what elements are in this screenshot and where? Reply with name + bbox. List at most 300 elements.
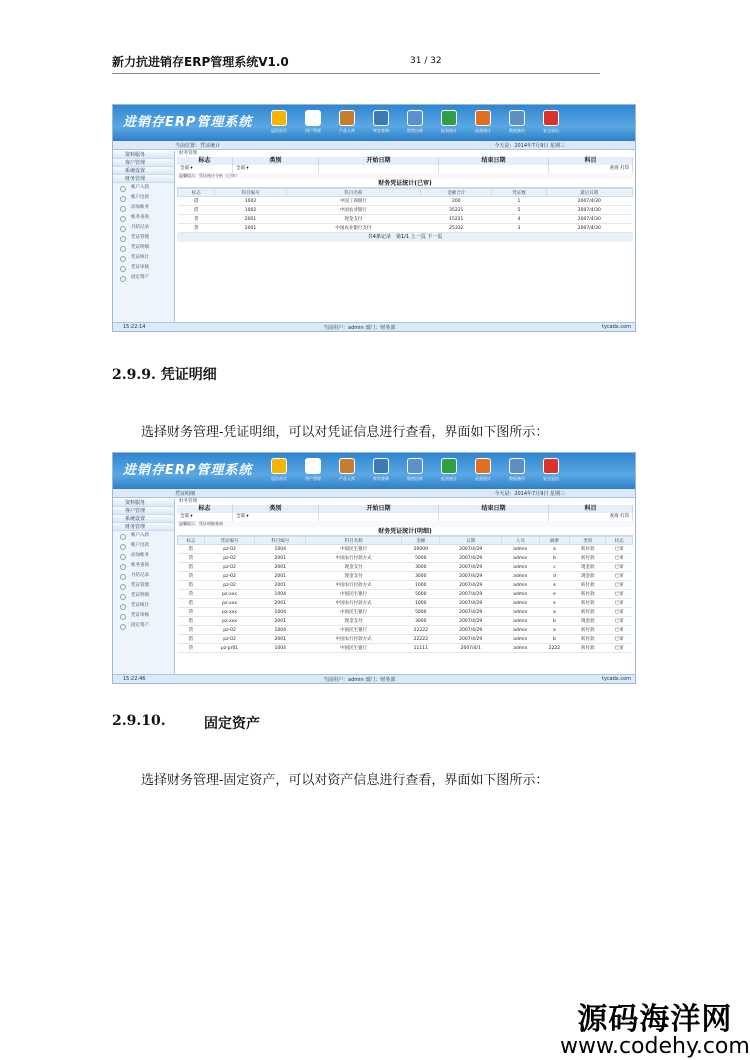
table-cell: pz-02 — [204, 563, 255, 572]
breadcrumb: 凭证明细 — [175, 491, 196, 497]
sidebar-item[interactable]: 添加帐务 — [113, 551, 174, 561]
filter-header-cell: 类别 — [233, 505, 319, 513]
table-cell: pz-xxx — [204, 590, 255, 599]
clock: 15:22:14 — [123, 324, 146, 330]
status-bar — [113, 141, 635, 150]
sidebar-item[interactable]: 固定资产 — [113, 621, 174, 631]
table-cell: 中国农业银行 — [286, 206, 421, 215]
screenshot-voucher-detail — [112, 452, 636, 684]
table-cell: 1004 — [255, 545, 306, 554]
table-cell: 2007/4/30 — [546, 215, 632, 224]
table-cell: 已审 — [606, 545, 633, 554]
column-header: 类别 — [570, 537, 606, 545]
toolbar-button[interactable] — [469, 108, 497, 138]
document-title: 新力抗进销存ERP管理系统V1.0 — [112, 55, 289, 69]
table-cell: 中国民生银行 — [306, 644, 402, 653]
table-cell: admin — [502, 626, 540, 635]
table-cell: 2007/4/29 — [440, 545, 502, 554]
table-cell: 借 — [178, 617, 205, 626]
print-button[interactable]: 打印 — [620, 514, 629, 519]
table-row[interactable] — [178, 197, 633, 206]
table-row[interactable] — [178, 563, 633, 572]
filter-header-cell: 科目 — [549, 505, 633, 513]
section-title: 凭证明细 — [160, 367, 217, 383]
filter-header — [177, 505, 633, 513]
table-cell: 2007/4/29 — [440, 626, 502, 635]
table-cell: 中国民生银行 — [306, 590, 402, 599]
filter-header-cell: 开始日期 — [319, 505, 439, 513]
table-cell: 贷 — [178, 608, 205, 617]
sidebar-item[interactable]: 凭证统计 — [113, 253, 174, 263]
table-cell: 现金款 — [570, 617, 606, 626]
sidebar-item[interactable]: 月结记录 — [113, 571, 174, 581]
sidebar-group[interactable]: 系统设置 — [113, 515, 174, 523]
table-cell: 借 — [178, 197, 215, 206]
table-cell: 现金款 — [570, 563, 606, 572]
table-cell: 2001 — [255, 635, 306, 644]
table-cell: 20000 — [402, 545, 440, 554]
table-cell: 2007/4/29 — [440, 599, 502, 608]
table-cell: 1004 — [255, 590, 306, 599]
sidebar-item[interactable]: 帐务查询 — [113, 561, 174, 571]
query-button[interactable]: 查询 — [609, 166, 619, 171]
table-row[interactable] — [178, 581, 633, 590]
sidebar-group[interactable]: 客户管理 — [113, 159, 174, 167]
pager[interactable]: 共4条记录 第1/1 上一页 下一页 — [177, 233, 633, 242]
table-cell: 2007/4/29 — [440, 608, 502, 617]
filter-header-cell: 结束日期 — [439, 505, 549, 513]
table-cell: 中国农行付款方式 — [306, 581, 402, 590]
table-row[interactable] — [178, 545, 633, 554]
table-cell: 2007/4/29 — [440, 554, 502, 563]
query-buttons[interactable] — [549, 165, 633, 173]
table-cell: 中国民生银行 — [306, 608, 402, 617]
table-cell: b — [539, 554, 570, 563]
category-select[interactable]: 全部 ▾ — [233, 165, 319, 173]
table-cell: 2007/4/29 — [440, 572, 502, 581]
table-cell: 11111 — [402, 644, 440, 653]
tip-text: 温馨提示：凭证统计分析（已审） — [177, 173, 633, 179]
toolbar-label: 安全退出 — [543, 476, 559, 481]
table-cell: a — [539, 626, 570, 635]
sidebar-item[interactable]: 帐务查询 — [113, 213, 174, 223]
table-cell: admin — [502, 572, 540, 581]
table-cell: 1000 — [402, 581, 440, 590]
table-cell: 2001 — [255, 581, 306, 590]
table-cell: b — [539, 617, 570, 626]
toolbar-icon — [441, 110, 457, 126]
table-cell: 已审 — [606, 563, 633, 572]
date-info: 今天是：2014年7月9日 星期三 — [494, 143, 565, 149]
query-buttons[interactable] — [549, 513, 633, 521]
table-cell: 2007/4/30 — [546, 197, 632, 206]
filter-header-cell: 标志 — [177, 505, 233, 513]
sidebar-item[interactable]: 凭证管理 — [113, 581, 174, 591]
table-cell: admin — [502, 635, 540, 644]
site-name: tycadx.com — [601, 324, 631, 330]
grid-title: 财务凭证统计(明细) — [177, 527, 633, 536]
toolbar-label: 用户管理 — [305, 476, 321, 481]
table-cell: 中国农行付款方式 — [306, 599, 402, 608]
table-cell: 转付款 — [570, 626, 606, 635]
filter-header-cell: 结束日期 — [439, 157, 549, 165]
sidebar-item[interactable]: 凭证审核 — [113, 611, 174, 621]
toolbar-button[interactable] — [367, 108, 395, 138]
table-cell: pz-02 — [204, 581, 255, 590]
table-cell: 贷 — [178, 572, 205, 581]
watermark-cn: 源码海洋网 — [577, 1002, 733, 1037]
table-cell: 2001 — [215, 215, 286, 224]
table-cell: 5 — [492, 206, 546, 215]
sidebar-item[interactable]: 帐户入款 — [113, 531, 174, 541]
section-paragraph: 选择财务管理-凭证明细，可以对凭证信息进行查看，界面如下图所示： — [141, 425, 549, 440]
table-cell: 转付款 — [570, 581, 606, 590]
table-cell: 22222 — [402, 626, 440, 635]
toolbar-label: 库存查询 — [373, 476, 389, 481]
table-cell: pz-xxx — [204, 617, 255, 626]
sidebar-group[interactable]: 资料服务 — [113, 151, 174, 159]
table-cell: 中国农业银行支付 — [286, 224, 421, 233]
table-cell: admin — [502, 581, 540, 590]
column-header: 科目名称 — [286, 189, 421, 197]
table-cell: 3 — [492, 224, 546, 233]
toolbar-button[interactable] — [503, 456, 531, 486]
table-cell: 借 — [178, 635, 205, 644]
table-cell: 中国民生银行 — [306, 626, 402, 635]
table-cell: admin — [502, 545, 540, 554]
toolbar-icon — [373, 458, 389, 474]
table-cell: 15221 — [421, 215, 492, 224]
table-cell: a — [539, 608, 570, 617]
table-cell: admin — [502, 554, 540, 563]
sidebar-item[interactable]: 帐户出款 — [113, 193, 174, 203]
main-panel — [177, 151, 633, 322]
toolbar-button[interactable] — [537, 108, 565, 138]
toolbar-label: 退货统计 — [475, 476, 491, 481]
current-user: 当前用户：admin 部门：财务部 — [323, 677, 396, 683]
toolbar-label: 用户管理 — [305, 128, 321, 133]
table-cell: 2001 — [215, 224, 286, 233]
table-cell: 借 — [178, 581, 205, 590]
table-cell: admin — [502, 644, 540, 653]
table-cell: 已审 — [606, 608, 633, 617]
column-header: 科目名称 — [306, 537, 402, 545]
table-row[interactable] — [178, 599, 633, 608]
table-cell: admin — [502, 608, 540, 617]
table-cell: 已审 — [606, 635, 633, 644]
table-row[interactable] — [178, 608, 633, 617]
table-row[interactable] — [178, 206, 633, 215]
table-cell: b — [539, 635, 570, 644]
table-cell: 2007/4/29 — [440, 563, 502, 572]
toolbar-button[interactable] — [299, 456, 327, 486]
toolbar-icon — [475, 458, 491, 474]
sidebar-item[interactable]: 凭证明细 — [113, 591, 174, 601]
table-cell: 2001 — [255, 599, 306, 608]
column-header: 凭证编号 — [204, 537, 255, 545]
section-title: 固定资产 — [204, 716, 260, 732]
toolbar-button[interactable] — [401, 456, 429, 486]
table-cell: admin — [502, 617, 540, 626]
table-cell: 2007/4/30 — [546, 206, 632, 215]
toolbar-button[interactable] — [333, 108, 361, 138]
toolbar-icon — [305, 110, 321, 126]
sidebar — [113, 151, 175, 322]
column-header: 科目编号 — [255, 537, 306, 545]
filter-title: 财务管理 — [179, 151, 197, 156]
table-cell: 已审 — [606, 581, 633, 590]
table-cell: 已审 — [606, 590, 633, 599]
table-cell: 已审 — [606, 599, 633, 608]
sidebar-item[interactable]: 帐户入款 — [113, 183, 174, 193]
sidebar-group[interactable]: 客户管理 — [113, 507, 174, 515]
table-cell: 2001 — [255, 617, 306, 626]
category-select[interactable]: 全部 ▾ — [233, 513, 319, 521]
table-cell: 中国农行付款方式 — [306, 635, 402, 644]
table-cell: 2007/4/29 — [440, 590, 502, 599]
table-cell: a — [539, 545, 570, 554]
section-number: 2.9.10. — [112, 713, 166, 729]
table-cell: pz-02 — [204, 545, 255, 554]
toolbar-button[interactable] — [299, 108, 327, 138]
table-cell: 2001 — [255, 563, 306, 572]
column-header: 摘要 — [539, 537, 570, 545]
table-cell: 转付款 — [570, 644, 606, 653]
sidebar — [113, 499, 175, 674]
table-row[interactable] — [178, 590, 633, 599]
table-cell: 贷 — [178, 224, 215, 233]
table-cell: 1002 — [215, 206, 286, 215]
toolbar-label: 销售出库 — [407, 476, 423, 481]
page-number: 31 / 32 — [410, 56, 442, 66]
filter-inputs — [177, 165, 633, 173]
table-cell: 2001 — [255, 554, 306, 563]
toolbar-label: 返回首页 — [271, 476, 287, 481]
table-cell: pz-02 — [204, 572, 255, 581]
table-cell: d — [539, 572, 570, 581]
table-cell: 现金支付 — [286, 215, 421, 224]
table-cell: 35221 — [421, 206, 492, 215]
table-cell: 1004 — [255, 608, 306, 617]
table-cell: pz-xxx — [204, 599, 255, 608]
table-cell: 1002 — [215, 197, 286, 206]
table-cell: 2007/4/29 — [440, 635, 502, 644]
filter-header — [177, 157, 633, 165]
toolbar-button[interactable] — [265, 108, 293, 138]
start-date-field[interactable] — [319, 513, 439, 521]
table-cell: 3000 — [402, 617, 440, 626]
sidebar-item[interactable]: 凭证审核 — [113, 263, 174, 273]
toolbar-button[interactable] — [537, 456, 565, 486]
end-date-field[interactable] — [439, 513, 549, 521]
voucher-detail-table — [177, 536, 633, 653]
sidebar-item[interactable]: 帐户出款 — [113, 541, 174, 551]
app-footer — [113, 322, 635, 331]
sidebar-item[interactable]: 凭证明细 — [113, 243, 174, 253]
toolbar-label: 数据备份 — [509, 128, 525, 133]
table-cell: 现金款 — [570, 572, 606, 581]
table-cell: 5000 — [402, 608, 440, 617]
toolbar-icon — [271, 458, 287, 474]
table-cell: 已审 — [606, 617, 633, 626]
toolbar-button[interactable] — [333, 456, 361, 486]
table-cell: 贷 — [178, 590, 205, 599]
column-header: 日期 — [440, 537, 502, 545]
table-cell: 现金支付 — [306, 563, 402, 572]
table-cell: 借 — [178, 563, 205, 572]
table-cell: 已审 — [606, 644, 633, 653]
start-date-field[interactable] — [319, 165, 439, 173]
toolbar-button[interactable] — [367, 456, 395, 486]
toolbar-button[interactable] — [435, 456, 463, 486]
toolbar-button[interactable] — [265, 456, 293, 486]
table-cell: 转付款 — [570, 635, 606, 644]
toolbar-icon — [339, 458, 355, 474]
section-heading-voucher-detail — [112, 364, 217, 384]
app-toolbar — [265, 108, 565, 138]
toolbar-button[interactable] — [435, 108, 463, 138]
toolbar-icon — [305, 458, 321, 474]
table-cell: 2007/4/29 — [440, 617, 502, 626]
table-cell: 2007/4/29 — [440, 581, 502, 590]
table-cell: 已审 — [606, 626, 633, 635]
sidebar-item[interactable]: 月结记录 — [113, 223, 174, 233]
sidebar-group[interactable]: 财务管理 — [113, 175, 174, 183]
toolbar-label: 退货统计 — [475, 128, 491, 133]
app-toolbar — [265, 456, 565, 486]
toolbar-icon — [509, 110, 525, 126]
table-row[interactable] — [178, 572, 633, 581]
toolbar-icon — [407, 458, 423, 474]
flag-select[interactable]: 全部 ▾ — [177, 513, 233, 521]
table-cell: 1000 — [402, 599, 440, 608]
toolbar-icon — [373, 110, 389, 126]
app-footer — [113, 674, 635, 683]
column-header: 标志 — [178, 189, 215, 197]
table-cell: 现金支付 — [306, 572, 402, 581]
table-row[interactable] — [178, 617, 633, 626]
sidebar-group[interactable]: 财务管理 — [113, 523, 174, 531]
toolbar-icon — [543, 458, 559, 474]
toolbar-icon — [543, 110, 559, 126]
table-cell: 转付款 — [570, 590, 606, 599]
toolbar-label: 报表统计 — [441, 128, 457, 133]
filter-header-cell: 类别 — [233, 157, 319, 165]
toolbar-icon — [509, 458, 525, 474]
sidebar-group[interactable]: 资料服务 — [113, 499, 174, 507]
table-cell: 3000 — [402, 563, 440, 572]
table-cell: 转付款 — [570, 599, 606, 608]
toolbar-icon — [407, 110, 423, 126]
toolbar-icon — [441, 458, 457, 474]
table-cell: 借 — [178, 599, 205, 608]
table-row[interactable] — [178, 635, 633, 644]
column-header: 最后日期 — [546, 189, 632, 197]
tip-text: 温馨提示：凭证明细查询 — [177, 521, 633, 527]
table-cell: 5000 — [402, 590, 440, 599]
table-cell: pz-02 — [204, 554, 255, 563]
table-cell: 200 — [421, 197, 492, 206]
table-cell: 1 — [492, 197, 546, 206]
table-cell: 借 — [178, 545, 205, 554]
table-row[interactable] — [178, 224, 633, 233]
table-cell: 已审 — [606, 554, 633, 563]
table-cell: admin — [502, 590, 540, 599]
column-header: 状态 — [606, 537, 633, 545]
table-cell: 5000 — [402, 554, 440, 563]
sidebar-item[interactable]: 凭证管理 — [113, 233, 174, 243]
column-header: 金额 — [402, 537, 440, 545]
table-cell: 转付款 — [570, 545, 606, 554]
section-number: 2.9.9. — [112, 367, 156, 383]
table-cell: 1004 — [255, 626, 306, 635]
table-cell: c — [539, 563, 570, 572]
sidebar-item[interactable]: 凭证统计 — [113, 601, 174, 611]
column-header: 金额合计 — [421, 189, 492, 197]
toolbar-label: 销售出库 — [407, 128, 423, 133]
breadcrumb: 当前位置：凭证统计 — [175, 143, 221, 149]
table-cell: 借 — [178, 206, 215, 215]
table-cell: 中国工商银行 — [286, 197, 421, 206]
main-panel — [177, 499, 633, 674]
toolbar-label: 产品入库 — [339, 128, 355, 133]
column-header: 人员 — [502, 537, 540, 545]
watermark-url: www.codehy.com — [560, 1034, 750, 1059]
table-cell: pz-02 — [204, 635, 255, 644]
app-logo: 进销存ERP管理系统 — [123, 115, 253, 130]
column-header: 科目编号 — [215, 189, 286, 197]
table-cell: 贷 — [178, 215, 215, 224]
filter-header-cell: 开始日期 — [319, 157, 439, 165]
table-cell: 3000 — [402, 572, 440, 581]
toolbar-icon — [271, 110, 287, 126]
toolbar-button[interactable] — [503, 108, 531, 138]
sidebar-item[interactable]: 添加帐务 — [113, 203, 174, 213]
table-row[interactable] — [178, 626, 633, 635]
sidebar-group[interactable]: 系统设置 — [113, 167, 174, 175]
sidebar-item[interactable]: 固定资产 — [113, 273, 174, 283]
table-cell: pz-xxx — [204, 608, 255, 617]
table-cell: 已审 — [606, 572, 633, 581]
end-date-field[interactable] — [439, 165, 549, 173]
table-cell: 2007/4/1 — [440, 644, 502, 653]
table-cell: pz-02 — [204, 626, 255, 635]
app-banner — [113, 453, 635, 489]
table-cell: 2222 — [539, 644, 570, 653]
table-cell: 2007/4/30 — [546, 224, 632, 233]
table-row[interactable] — [178, 644, 633, 653]
table-cell: 现金支付 — [306, 617, 402, 626]
app-banner — [113, 105, 635, 141]
grid-title: 财务凭证统计(已审) — [177, 179, 633, 188]
query-button[interactable]: 查询 — [609, 514, 619, 519]
toolbar-label: 库存查询 — [373, 128, 389, 133]
flag-select[interactable]: 全部 ▾ — [177, 165, 233, 173]
status-bar — [113, 489, 635, 498]
screenshot-voucher-statistics — [112, 104, 636, 332]
table-row[interactable] — [178, 215, 633, 224]
site-name: tycadx.com — [601, 676, 631, 682]
toolbar-button[interactable] — [469, 456, 497, 486]
table-row[interactable] — [178, 554, 633, 563]
print-button[interactable]: 打印 — [620, 166, 629, 171]
toolbar-button[interactable] — [401, 108, 429, 138]
page-header — [112, 50, 600, 74]
filter-header-cell: 标志 — [177, 157, 233, 165]
toolbar-icon — [339, 110, 355, 126]
section-heading-fixed-assets — [112, 713, 260, 732]
filter-header-cell: 科目 — [549, 157, 633, 165]
